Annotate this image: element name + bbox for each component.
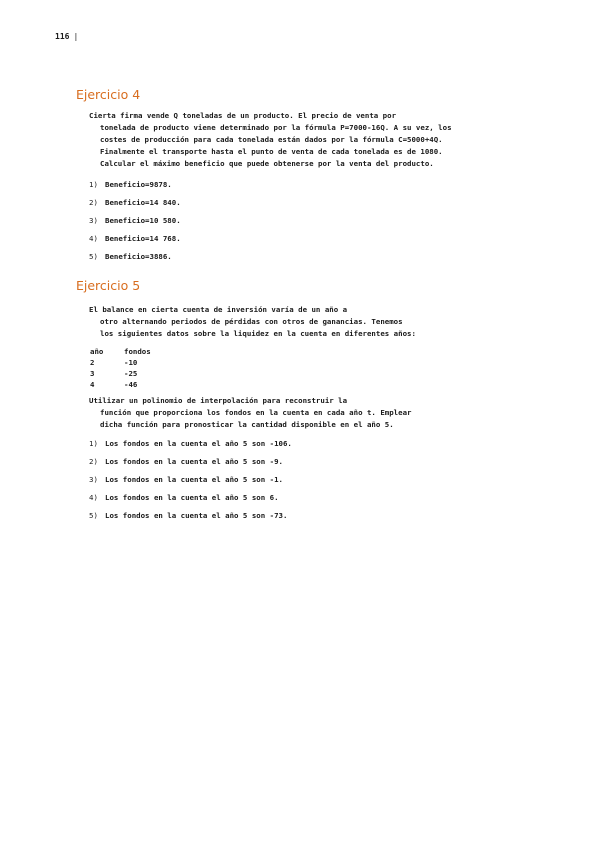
table-cell: 4 (90, 380, 95, 389)
exercise-4-statement (89, 110, 509, 170)
column-header-funds: fondos (124, 347, 151, 356)
option-text: Los fondos en la cuenta el año 5 son -73. (105, 511, 288, 520)
option-text: Los fondos en la cuenta el año 5 son -106. (105, 439, 292, 448)
answer-option (89, 179, 181, 197)
answer-option (89, 197, 181, 215)
table-cell: -46 (124, 380, 138, 389)
answer-option (89, 251, 181, 269)
table-row (90, 379, 151, 390)
table-row (90, 357, 151, 368)
option-text: Beneficio=3886. (105, 252, 172, 261)
option-text: Los fondos en la cuenta el año 5 son 6. (105, 493, 279, 502)
option-text: Beneficio=9878. (105, 180, 172, 189)
option-number: 4) (89, 493, 98, 502)
table-cell: 2 (90, 358, 95, 367)
table-cell: 3 (90, 369, 95, 378)
answer-option (89, 215, 181, 233)
exercise-5-title: Ejercicio 5 (76, 278, 141, 293)
table-cell: -25 (124, 369, 138, 378)
option-text: Beneficio=14 840. (105, 198, 181, 207)
answer-option (89, 456, 292, 474)
fund-data-table (90, 346, 151, 390)
page-number-value: 116 (55, 32, 70, 41)
option-text: Los fondos en la cuenta el año 5 son -9. (105, 457, 283, 466)
table-cell: -10 (124, 358, 138, 367)
option-number: 2) (89, 198, 98, 207)
option-number: 3) (89, 475, 98, 484)
exercise-4-title: Ejercicio 4 (76, 87, 141, 102)
statement-line: Utilizar un polinomio de interpolación para reconstruir la (89, 396, 348, 405)
statement-line: Calcular el máximo beneficio que puede obtenerse por la venta del producto. (100, 159, 434, 168)
statement-line: costes de producción para cada tonelada están dados por la fórmula C=5000+4Q. (100, 135, 443, 144)
statement-line: Finalmente el transporte hasta el punto de venta de cada tonelada es de 1080. (100, 147, 443, 156)
page-number (55, 32, 78, 41)
statement-line: tonelada de producto viene determinado por la fórmula P=7000-16Q. A su vez, los (100, 123, 452, 132)
option-number: 3) (89, 216, 98, 225)
answer-option (89, 492, 292, 510)
column-header-year: año (90, 347, 104, 356)
exercise-5-statement-2 (89, 395, 509, 431)
table-header-row (90, 346, 151, 357)
statement-line: El balance en cierta cuenta de inversión varía de un año a (89, 305, 348, 314)
statement-line: los siguientes datos sobre la liquidez en la cuenta en diferentes años: (100, 329, 416, 338)
option-number: 1) (89, 180, 98, 189)
option-number: 2) (89, 457, 98, 466)
page-number-separator: | (73, 32, 79, 41)
option-text: Beneficio=14 768. (105, 234, 181, 243)
answer-option (89, 510, 292, 528)
answer-option (89, 474, 292, 492)
option-number: 1) (89, 439, 98, 448)
exercise-5-options (89, 438, 292, 528)
option-text: Los fondos en la cuenta el año 5 son -1. (105, 475, 283, 484)
exercise-5-statement (89, 304, 509, 340)
option-number: 4) (89, 234, 98, 243)
statement-line: función que proporciona los fondos en la cuenta en cada año t. Emplear (100, 408, 412, 417)
statement-line: otro alternando periodos de pérdidas con otros de ganancias. Tenemos (100, 317, 403, 326)
option-text: Beneficio=10 580. (105, 216, 181, 225)
table-row (90, 368, 151, 379)
option-number: 5) (89, 511, 98, 520)
answer-option (89, 233, 181, 251)
statement-line: Cierta firma vende Q toneladas de un producto. El precio de venta por (89, 111, 397, 120)
statement-line: dicha función para pronosticar la cantidad disponible en el año 5. (100, 420, 394, 429)
option-number: 5) (89, 252, 98, 261)
answer-option (89, 438, 292, 456)
exercise-4-options (89, 179, 181, 269)
